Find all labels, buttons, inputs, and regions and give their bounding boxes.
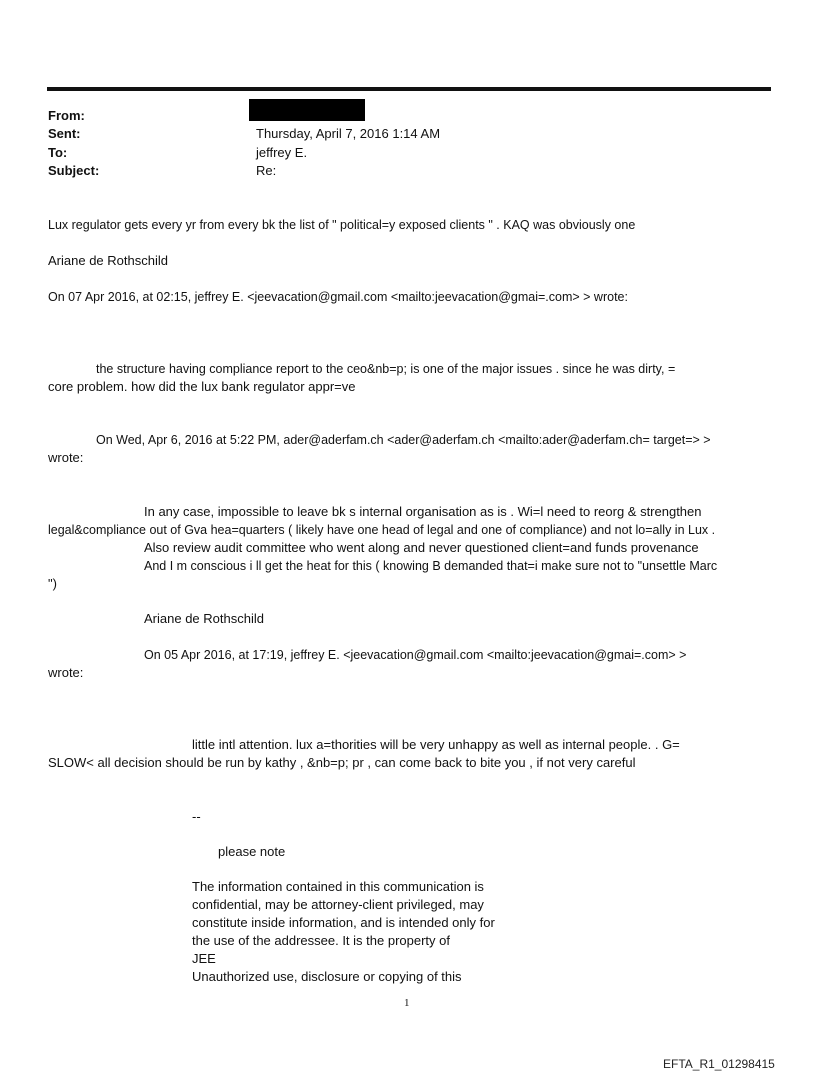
disclaimer-line-4: the use of the addressee. It is the property of [192, 933, 450, 948]
quote-intro-1: On 07 Apr 2016, at 02:15, jeffrey E. <jeevacation@gmail.com <mailto:jeevacation@gmai=.com> > wrote: [48, 290, 628, 304]
redaction-box [249, 99, 365, 121]
signature-dashes: -- [192, 809, 201, 824]
to-value: jeffrey E. [256, 145, 308, 160]
subject-value: Re: [256, 163, 277, 178]
quote-intro-3-b: wrote: [48, 665, 84, 680]
header-rule [47, 87, 771, 91]
reply-2-line-e: ") [48, 576, 57, 591]
disclaimer-line-1: The information contained in this communication is [192, 879, 484, 894]
disclaimer-line-3: constitute inside information, and is intended only for [192, 915, 495, 930]
to-label: To: [48, 145, 68, 160]
reply-1-line-a: the structure having compliance report to the ceo&nb=p; is one of the major issues . since he was dirty, = [96, 362, 676, 376]
reply-3-line-a: little intl attention. lux a=thorities will be very unhappy as well as internal people. . G= [192, 737, 680, 752]
quote-intro-3-a: On 05 Apr 2016, at 17:19, jeffrey E. <jeevacation@gmail.com <mailto:jeevacation@gmai=.com> > [144, 648, 687, 662]
reply-2-line-a: In any case, impossible to leave bk s internal organisation as is . Wi=l need to reorg & strengthen [144, 504, 702, 519]
body-line-1: Lux regulator gets every yr from every bk the list of " political=y exposed clients " . KAQ was obviously one [48, 218, 636, 232]
quote-intro-2-a: On Wed, Apr 6, 2016 at 5:22 PM, ader@aderfam.ch <ader@aderfam.ch <mailto:ader@aderfam.ch= target=> > [96, 433, 711, 447]
signature-1: Ariane de Rothschild [48, 253, 168, 268]
sent-label: Sent: [48, 126, 81, 141]
reply-2-line-b: legal&compliance out of Gva hea=quarters ( likely have one head of legal and one of compliance) and not lo=ally in Lux . [48, 523, 716, 537]
disclaimer-line-5: JEE [192, 951, 216, 966]
signature-2: Ariane de Rothschild [144, 611, 264, 626]
quote-intro-2-b: wrote: [48, 450, 84, 465]
disclaimer-line-2: confidential, may be attorney-client privileged, may [192, 897, 484, 912]
reply-2-line-c: Also review audit committee who went along and never questioned client=and funds provenance [144, 540, 699, 555]
reply-3-line-b: SLOW< all decision should be run by kathy , &nb=p; pr , can come back to bite you , if not very careful [48, 755, 636, 770]
reply-2-line-d: And I m conscious i ll get the heat for this ( knowing B demanded that=i make sure not to "unsettle Marc [144, 559, 718, 573]
reply-1-line-b: core problem. how did the lux bank regulator appr=ve [48, 379, 356, 394]
bates-number: EFTA_R1_01298415 [663, 1057, 775, 1071]
please-note: please note [218, 844, 286, 859]
from-label: From: [48, 108, 85, 123]
page-number: 1 [404, 997, 410, 1009]
disclaimer-line-6: Unauthorized use, disclosure or copying of this [192, 969, 462, 984]
subject-label: Subject: [48, 163, 100, 178]
sent-value: Thursday, April 7, 2016 1:14 AM [256, 126, 441, 141]
